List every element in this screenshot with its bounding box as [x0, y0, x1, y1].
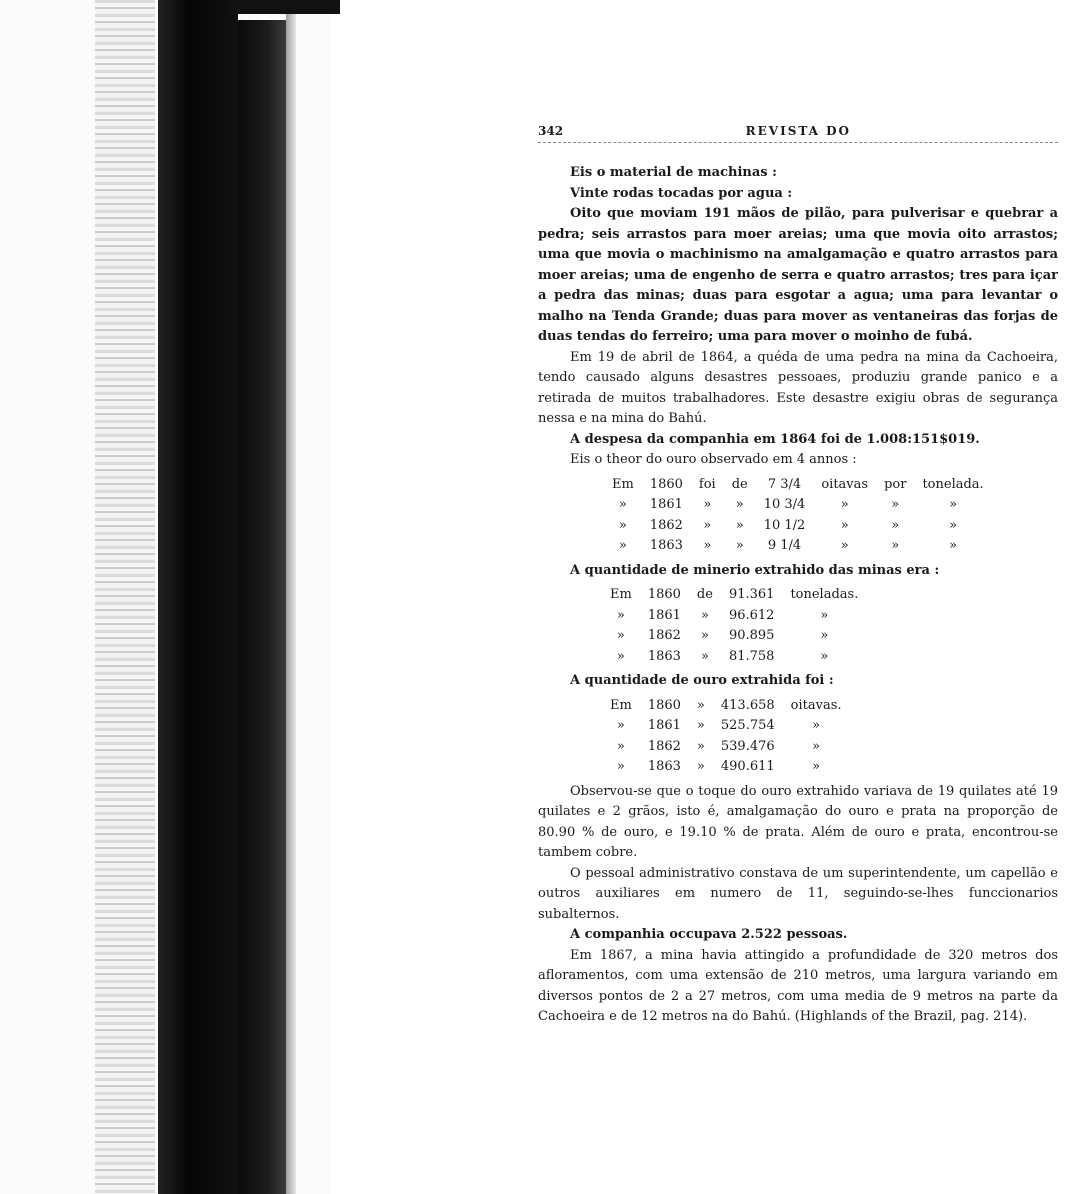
table-row: [602, 585, 866, 606]
table-cell: de: [696, 587, 713, 602]
paragraph: Em 19 de abril de 1864, a quéda de uma pedra na mina da Cachoeira, tendo causado alguns desastres pessoaes, produziu grande panico e a retirada de muitos trabalhadores. Este desastre exigiu obras de segurança nessa e na mina do Bahú.: [538, 349, 1058, 426]
table-cell: 490.611: [720, 759, 775, 774]
table-row: [604, 495, 992, 516]
book-spine-inner: [238, 20, 286, 1194]
page-header: [538, 124, 1058, 143]
table-cell: »: [812, 718, 821, 733]
table-cell: oitavas.: [790, 697, 842, 713]
table-cell: de: [731, 476, 748, 492]
table-row: [602, 696, 850, 717]
table-cell: »: [840, 517, 849, 533]
table-cell: »: [820, 628, 829, 643]
gold-extracted-table: [602, 696, 850, 778]
paragraph: A companhia occupava 2.522 pessoas.: [570, 927, 848, 942]
table-cell: »: [891, 497, 900, 512]
table-row: [602, 606, 866, 627]
table-cell: »: [820, 607, 829, 623]
page-body: [538, 163, 1058, 1028]
table-cell: 1863: [647, 759, 681, 774]
table-cell: »: [616, 738, 625, 754]
table-cell: »: [949, 538, 958, 553]
table-row: [604, 475, 992, 496]
table-cell: »: [949, 517, 958, 533]
table-cell: »: [735, 538, 744, 553]
paragraph: Observou-se que o toque do ouro extrahido variava de 19 quilates até 19 quilates e 2 grãos, isto é, amalgamação do ouro e prata na proporção de 80.90 % de ouro, e 19.10 % de prata. Além de ouro e prata, encontrou-se tambem cobre.: [538, 783, 1058, 860]
table-cell: »: [618, 538, 627, 553]
table-cell: »: [616, 759, 625, 774]
table-cell: 10 3/4: [763, 497, 806, 512]
table-cell: »: [812, 738, 821, 754]
paragraph: Eis o theor do ouro observado em 4 annos :: [570, 452, 857, 467]
paragraph: O pessoal administrativo constava de um superintendente, um capellão e outros auxiliares em numero de 11, seguindo-se-lhes funccionarios subalternos.: [538, 865, 1058, 922]
table-row: [604, 536, 992, 557]
table-cell: »: [700, 648, 709, 664]
table-cell: 1863: [647, 648, 681, 664]
table-row: [602, 757, 850, 778]
table-cell: »: [616, 607, 625, 623]
table-cell: 1860: [647, 587, 681, 602]
table-cell: 1861: [647, 718, 681, 733]
table-cell: »: [618, 517, 627, 533]
table-cell: 7 3/4: [767, 476, 802, 492]
table-cell: 1861: [647, 607, 681, 623]
table-cell: toneladas.: [790, 587, 859, 602]
page-content: [538, 124, 1058, 1028]
table-cell: »: [735, 517, 744, 533]
spine-top: [230, 0, 340, 14]
table-row: [602, 626, 866, 647]
table-cell: Em: [612, 476, 634, 492]
ore-extracted-table: [602, 585, 866, 667]
table-cell: »: [820, 648, 829, 664]
table-cell: »: [949, 497, 958, 512]
table-row: [602, 716, 850, 737]
table-cell: »: [840, 538, 849, 553]
table-cell: 90.895: [728, 628, 775, 643]
paragraph: A quantidade de ouro extrahida foi :: [570, 673, 834, 688]
table-cell: »: [696, 759, 705, 774]
table-cell: 525.754: [720, 718, 775, 733]
paragraph: A despesa da companhia em 1864 foi de 1.008:151$019.: [570, 431, 980, 447]
table-cell: 1860: [647, 697, 681, 713]
table-cell: »: [696, 738, 705, 754]
gold-grade-table: [604, 475, 992, 557]
table-cell: »: [616, 648, 625, 664]
paragraph: Em 1867, a mina havia attingido a profundidade de 320 metros dos afloramentos, com uma extensão de 210 metros, uma largura variando em diversos pontos de 2 a 27 metros, com uma media de 9 metros na parte da Cachoeira e de 12 metros na do Bahú. (Highlands of the Brazil, pag. 214).: [538, 947, 1058, 1024]
table-cell: 1862: [647, 738, 681, 754]
page-number: 342: [538, 124, 564, 138]
table-cell: Em: [610, 697, 632, 713]
book-spine: [158, 0, 238, 1194]
table-cell: 1861: [649, 497, 683, 512]
table-cell: »: [696, 697, 705, 713]
table-cell: Em: [610, 587, 632, 602]
table-cell: 96.612: [728, 607, 775, 623]
table-cell: »: [703, 497, 712, 512]
paragraph: A quantidade de minerio extrahido das minas era :: [570, 562, 940, 578]
table-cell: »: [812, 759, 821, 774]
table-cell: oitavas: [821, 476, 869, 492]
table-cell: 91.361: [728, 587, 775, 602]
paragraph: Vinte rodas tocadas por agua :: [570, 185, 793, 201]
table-cell: »: [616, 628, 625, 643]
table-cell: »: [891, 538, 900, 553]
table-cell: 9 1/4: [767, 538, 802, 553]
table-row: [602, 737, 850, 758]
table-cell: »: [618, 497, 627, 512]
table-cell: »: [891, 517, 900, 533]
table-cell: »: [735, 497, 744, 512]
table-cell: 10 1/2: [763, 517, 806, 533]
table-cell: 1862: [647, 628, 681, 643]
running-title: REVISTA DO: [745, 124, 851, 138]
table-cell: tonelada.: [922, 476, 984, 492]
table-cell: »: [840, 497, 849, 512]
page-edge-shadow: [95, 0, 155, 1194]
table-cell: 1862: [649, 517, 683, 533]
spine-edge: [286, 0, 296, 1194]
table-row: [604, 516, 992, 537]
table-cell: 1863: [649, 538, 683, 553]
table-cell: »: [703, 517, 712, 533]
table-cell: »: [700, 607, 709, 623]
table-cell: 539.476: [720, 738, 775, 754]
table-cell: »: [700, 628, 709, 643]
table-cell: por: [884, 476, 907, 492]
table-cell: foi: [698, 476, 716, 492]
table-cell: 81.758: [728, 648, 775, 664]
table-row: [602, 647, 866, 668]
paragraph: Eis o material de machinas :: [570, 165, 777, 180]
table-cell: »: [703, 538, 712, 553]
table-cell: »: [616, 718, 625, 733]
table-cell: 413.658: [720, 697, 775, 713]
table-cell: 1860: [649, 476, 683, 492]
paragraph: Oito que moviam 191 mãos de pilão, para pulverisar e quebrar a pedra; seis arrastos para moer areias; uma que movia oito arrastos; uma que movia o machinismo na amalgamação e quatro arrastos para moer areias; uma de engenho de serra e quatro arrastos; tres para içar a pedra das minas; duas para esgotar a agua; uma para levantar o malho na Tenda Grande; duas para mover as ventaneiras das forjas de duas tendas do ferreiro; uma para mover o moinho de fubá.: [538, 206, 1058, 344]
table-cell: »: [696, 718, 705, 733]
